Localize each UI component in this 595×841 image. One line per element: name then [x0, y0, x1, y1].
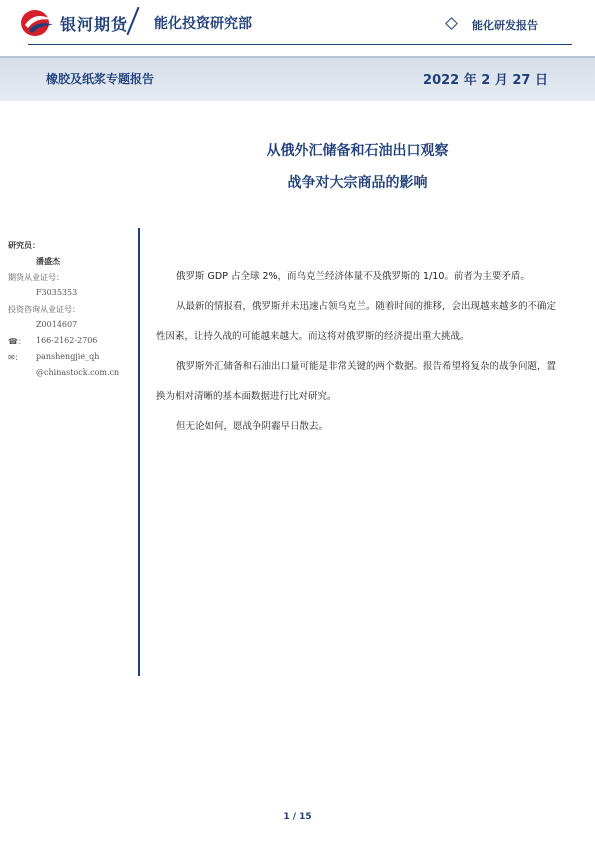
consult-cert-label: 投资咨询从业证号： [8, 305, 80, 314]
abstract-body [156, 262, 561, 442]
email-line1[interactable]: panshengjie_qh [36, 352, 100, 361]
diamond-icon [445, 17, 458, 30]
futures-cert-label: 期货从业证号： [8, 273, 64, 282]
galaxy-futures-logo-icon [20, 8, 54, 38]
document-title-line2: 战争对大宗商品的影响 [287, 175, 428, 191]
paragraph-2: 从最新的情报看，俄罗斯并未迅速占领乌克兰。随着时间的推移，会出现越来越多的不确定性因素，让持久战的可能越来越大。而这将对俄罗斯的经济提出重大挑战。 [156, 301, 557, 342]
researcher-label: 研究员： [8, 240, 40, 250]
futures-cert-number: F3035353 [36, 288, 78, 297]
paragraph-1: 俄罗斯 GDP 占全球 2%，而乌克兰经济体量不及俄罗斯的 1/10。前者为主要矛盾。 [176, 271, 530, 282]
department-name: 能化投资研究部 [154, 16, 252, 32]
title-band [0, 56, 595, 101]
header-rule [28, 44, 572, 45]
consult-cert-number: Z0014607 [36, 320, 78, 329]
document-title-line1: 从俄外汇储备和石油出口观察 [266, 143, 449, 159]
page-number: 1 / 15 [283, 812, 312, 822]
report-series-title: 橡胶及纸浆专题报告 [46, 72, 155, 86]
paragraph-3: 俄罗斯外汇储备和石油出口量可能是非常关键的两个数据。报告希望将复杂的战争问题，置换为相对清晰的基本面数据进行比对研究。 [156, 361, 557, 402]
researcher-name: 潘盛杰 [36, 256, 60, 266]
report-type: 能化研发报告 [472, 19, 538, 32]
email-icon: ✉： [8, 353, 23, 362]
sidebar-divider [138, 228, 140, 676]
report-date: 2022 年 2 月 27 日 [423, 73, 548, 88]
header-divider [126, 7, 139, 36]
brand-name: 银河期货 [60, 15, 129, 34]
paragraph-4: 但无论如何，愿战争阴霾早日散去。 [176, 421, 329, 432]
phone-icon: ☎： [8, 337, 26, 346]
email-line2[interactable]: @chinastock.com.cn [36, 368, 120, 377]
phone-number: 166-2162-2706 [36, 336, 98, 345]
